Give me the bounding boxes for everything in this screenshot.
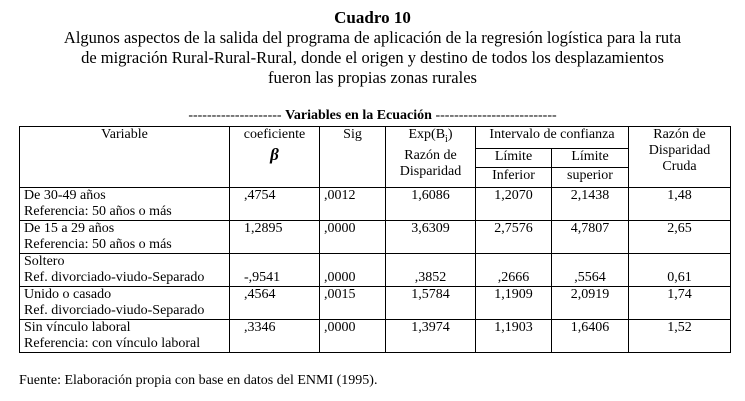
cell-coef: ,3346 xyxy=(230,320,320,353)
cell-inferior: 2,7576 xyxy=(476,221,552,254)
header-razon-cruda: Razón de Disparidad Cruda xyxy=(629,127,731,188)
header-limite-inferior: Límite Inferior xyxy=(476,149,552,188)
cell-superior: ,5564 xyxy=(552,254,629,287)
cell-variable: Unido o casado Ref. divorciado-viudo-Separado xyxy=(20,287,230,320)
cell-superior: 2,1438 xyxy=(552,188,629,221)
cell-coef: ,4754 xyxy=(230,188,320,221)
section-heading xyxy=(0,108,745,124)
cell-coef: ,4564 xyxy=(230,287,320,320)
cell-variable: Soltero Ref. divorciado-viudo-Separado xyxy=(20,254,230,287)
cell-superior: 1,6406 xyxy=(552,320,629,353)
table-row xyxy=(20,254,731,287)
table-row xyxy=(20,287,731,320)
table-row xyxy=(20,320,731,353)
section-label: Variables en la Ecuación xyxy=(285,108,432,123)
cell-cruda: 1,74 xyxy=(629,287,731,320)
subtitle-line: fueron las propias zonas rurales xyxy=(268,68,477,87)
cell-exp: 1,5784 xyxy=(386,287,476,320)
section-dashes-right: -------------------------- xyxy=(435,108,557,123)
cell-exp: 1,3974 xyxy=(386,320,476,353)
header-variable: Variable xyxy=(20,127,230,188)
cell-sig: ,0015 xyxy=(320,287,386,320)
cell-variable: Sin vínculo laboral Referencia: con vínculo laboral xyxy=(20,320,230,353)
header-limite-superior: Límite superior xyxy=(552,149,629,188)
cell-cruda: 1,48 xyxy=(629,188,731,221)
cell-cruda: 1,52 xyxy=(629,320,731,353)
regression-table xyxy=(19,126,731,353)
header-coef-label: coeficiente xyxy=(243,127,306,142)
cell-superior: 4,7807 xyxy=(552,221,629,254)
table-title: Cuadro 10 xyxy=(334,8,411,27)
header-coeficiente xyxy=(230,127,320,188)
cell-superior: 2,0919 xyxy=(552,287,629,320)
cell-inferior: 1,2070 xyxy=(476,188,552,221)
cell-coef: -,9541 xyxy=(230,254,320,287)
cell-inferior: 1,1903 xyxy=(476,320,552,353)
cell-exp: 1,6086 xyxy=(386,188,476,221)
cell-cruda: 0,61 xyxy=(629,254,731,287)
table-row xyxy=(20,188,731,221)
table-subtitle xyxy=(0,28,745,88)
cell-sig: ,0000 xyxy=(320,221,386,254)
section-dashes-left: -------------------- xyxy=(188,108,282,123)
cell-exp: ,3852 xyxy=(386,254,476,287)
cell-variable: De 30-49 años Referencia: 50 años o más xyxy=(20,188,230,221)
header-sig: Sig xyxy=(320,127,386,188)
header-intervalo: Intervalo de confianza xyxy=(476,127,629,149)
cell-sig: ,0012 xyxy=(320,188,386,221)
subtitle-line: Algunos aspectos de la salida del programa de aplicación de la regresión logística para la ruta xyxy=(63,28,682,47)
cell-inferior: ,2666 xyxy=(476,254,552,287)
cell-inferior: 1,1909 xyxy=(476,287,552,320)
cell-exp: 3,6309 xyxy=(386,221,476,254)
subtitle-line: de migración Rural-Rural-Rural, donde el origen y destino de todos los desplazamientos xyxy=(81,48,664,67)
cell-coef: 1,2895 xyxy=(230,221,320,254)
cell-sig: ,0000 xyxy=(320,320,386,353)
cell-cruda: 2,65 xyxy=(629,221,731,254)
source-footnote: Fuente: Elaboración propia con base en datos del ENMI (1995). xyxy=(19,373,378,388)
header-beta-symbol: β xyxy=(270,145,279,164)
header-exp: $Exp(B_i)$ Razón de Disparidad xyxy=(386,127,476,188)
cell-variable: De 15 a 29 años Referencia: 50 años o más xyxy=(20,221,230,254)
cell-sig: ,0000 xyxy=(320,254,386,287)
table-row xyxy=(20,221,731,254)
